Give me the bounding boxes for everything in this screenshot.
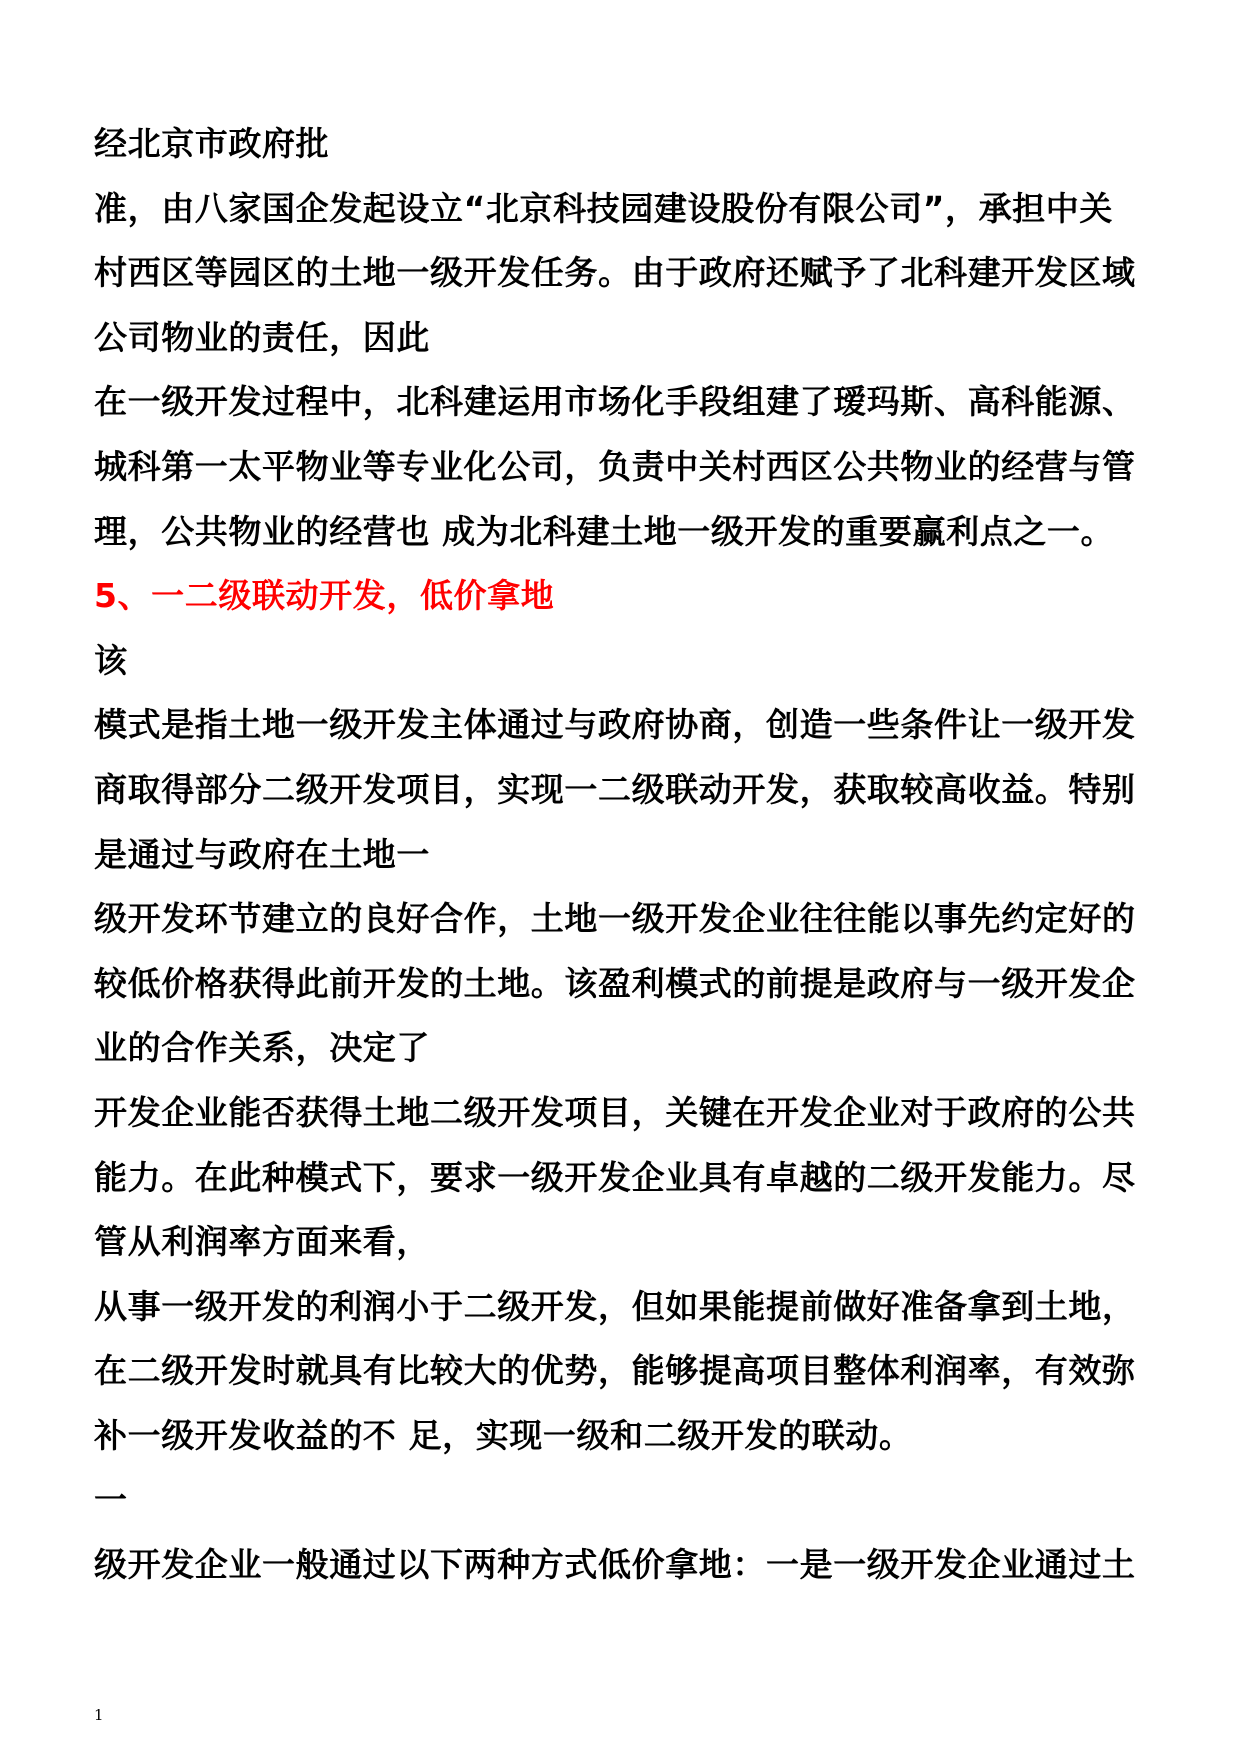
text-line: 能力。在此种模式下，要求一级开发企业具有卓越的二级开发能力。尽 [94, 1157, 1136, 1197]
page-number: 1 [94, 1706, 104, 1724]
text-line: 级开发企业一般通过以下两种方式低价拿地：一是一级开发企业通过土 [94, 1545, 1136, 1585]
text-line: 该 [94, 640, 128, 680]
section-heading: 5、一二级联动开发，低价拿地 [94, 576, 555, 616]
text-line: 开发企业能否获得土地二级开发项目，关键在开发企业对于政府的公共 [94, 1092, 1136, 1132]
document-body [94, 112, 1154, 1598]
text-line: 补一级开发收益的不 足，实现一级和二级开发的联动。 [94, 1415, 913, 1455]
text-line: 在一级开发过程中，北科建运用市场化手段组建了瑷玛斯、高科能源、 [94, 382, 1136, 422]
text-line: 理，公共物业的经营也 成为北科建土地一级开发的重要赢利点之一。 [94, 511, 1115, 551]
text-line: 公司物业的责任，因此 [94, 317, 430, 357]
text-line: 较低价格获得此前开发的土地。该盈利模式的前提是政府与一级开发企 [94, 963, 1136, 1003]
text-line: 一 [94, 1480, 128, 1520]
text-line: 准，由八家国企发起设立“北京科技园建设股份有限公司”，承担中关 [94, 188, 1113, 228]
text-line: 模式是指土地一级开发主体通过与政府协商，创造一些条件让一级开发 [94, 705, 1136, 745]
text-line: 经北京市政府批 [94, 124, 330, 163]
text-line: 村西区等园区的土地一级开发任务。由于政府还赋予了北科建开发区域 [94, 253, 1136, 293]
text-line: 业的合作关系，决定了 [94, 1028, 430, 1068]
text-line: 城科第一太平物业等专业化公司，负责中关村西区公共物业的经营与管 [94, 446, 1136, 486]
text-line: 在二级开发时就具有比较大的优势，能够提高项目整体利润率，有效弥 [94, 1351, 1136, 1391]
text-line: 商取得部分二级开发项目，实现一二级联动开发，获取较高收益。特别 [94, 769, 1136, 809]
text-line: 从事一级开发的利润小于二级开发，但如果能提前做好准备拿到土地， [94, 1286, 1136, 1326]
text-line: 是通过与政府在土地一 [94, 834, 430, 874]
text-line: 级开发环节建立的良好合作，土地一级开发企业往往能以事先约定好的 [94, 899, 1136, 939]
text-line: 管从利润率方面来看， [94, 1222, 430, 1262]
